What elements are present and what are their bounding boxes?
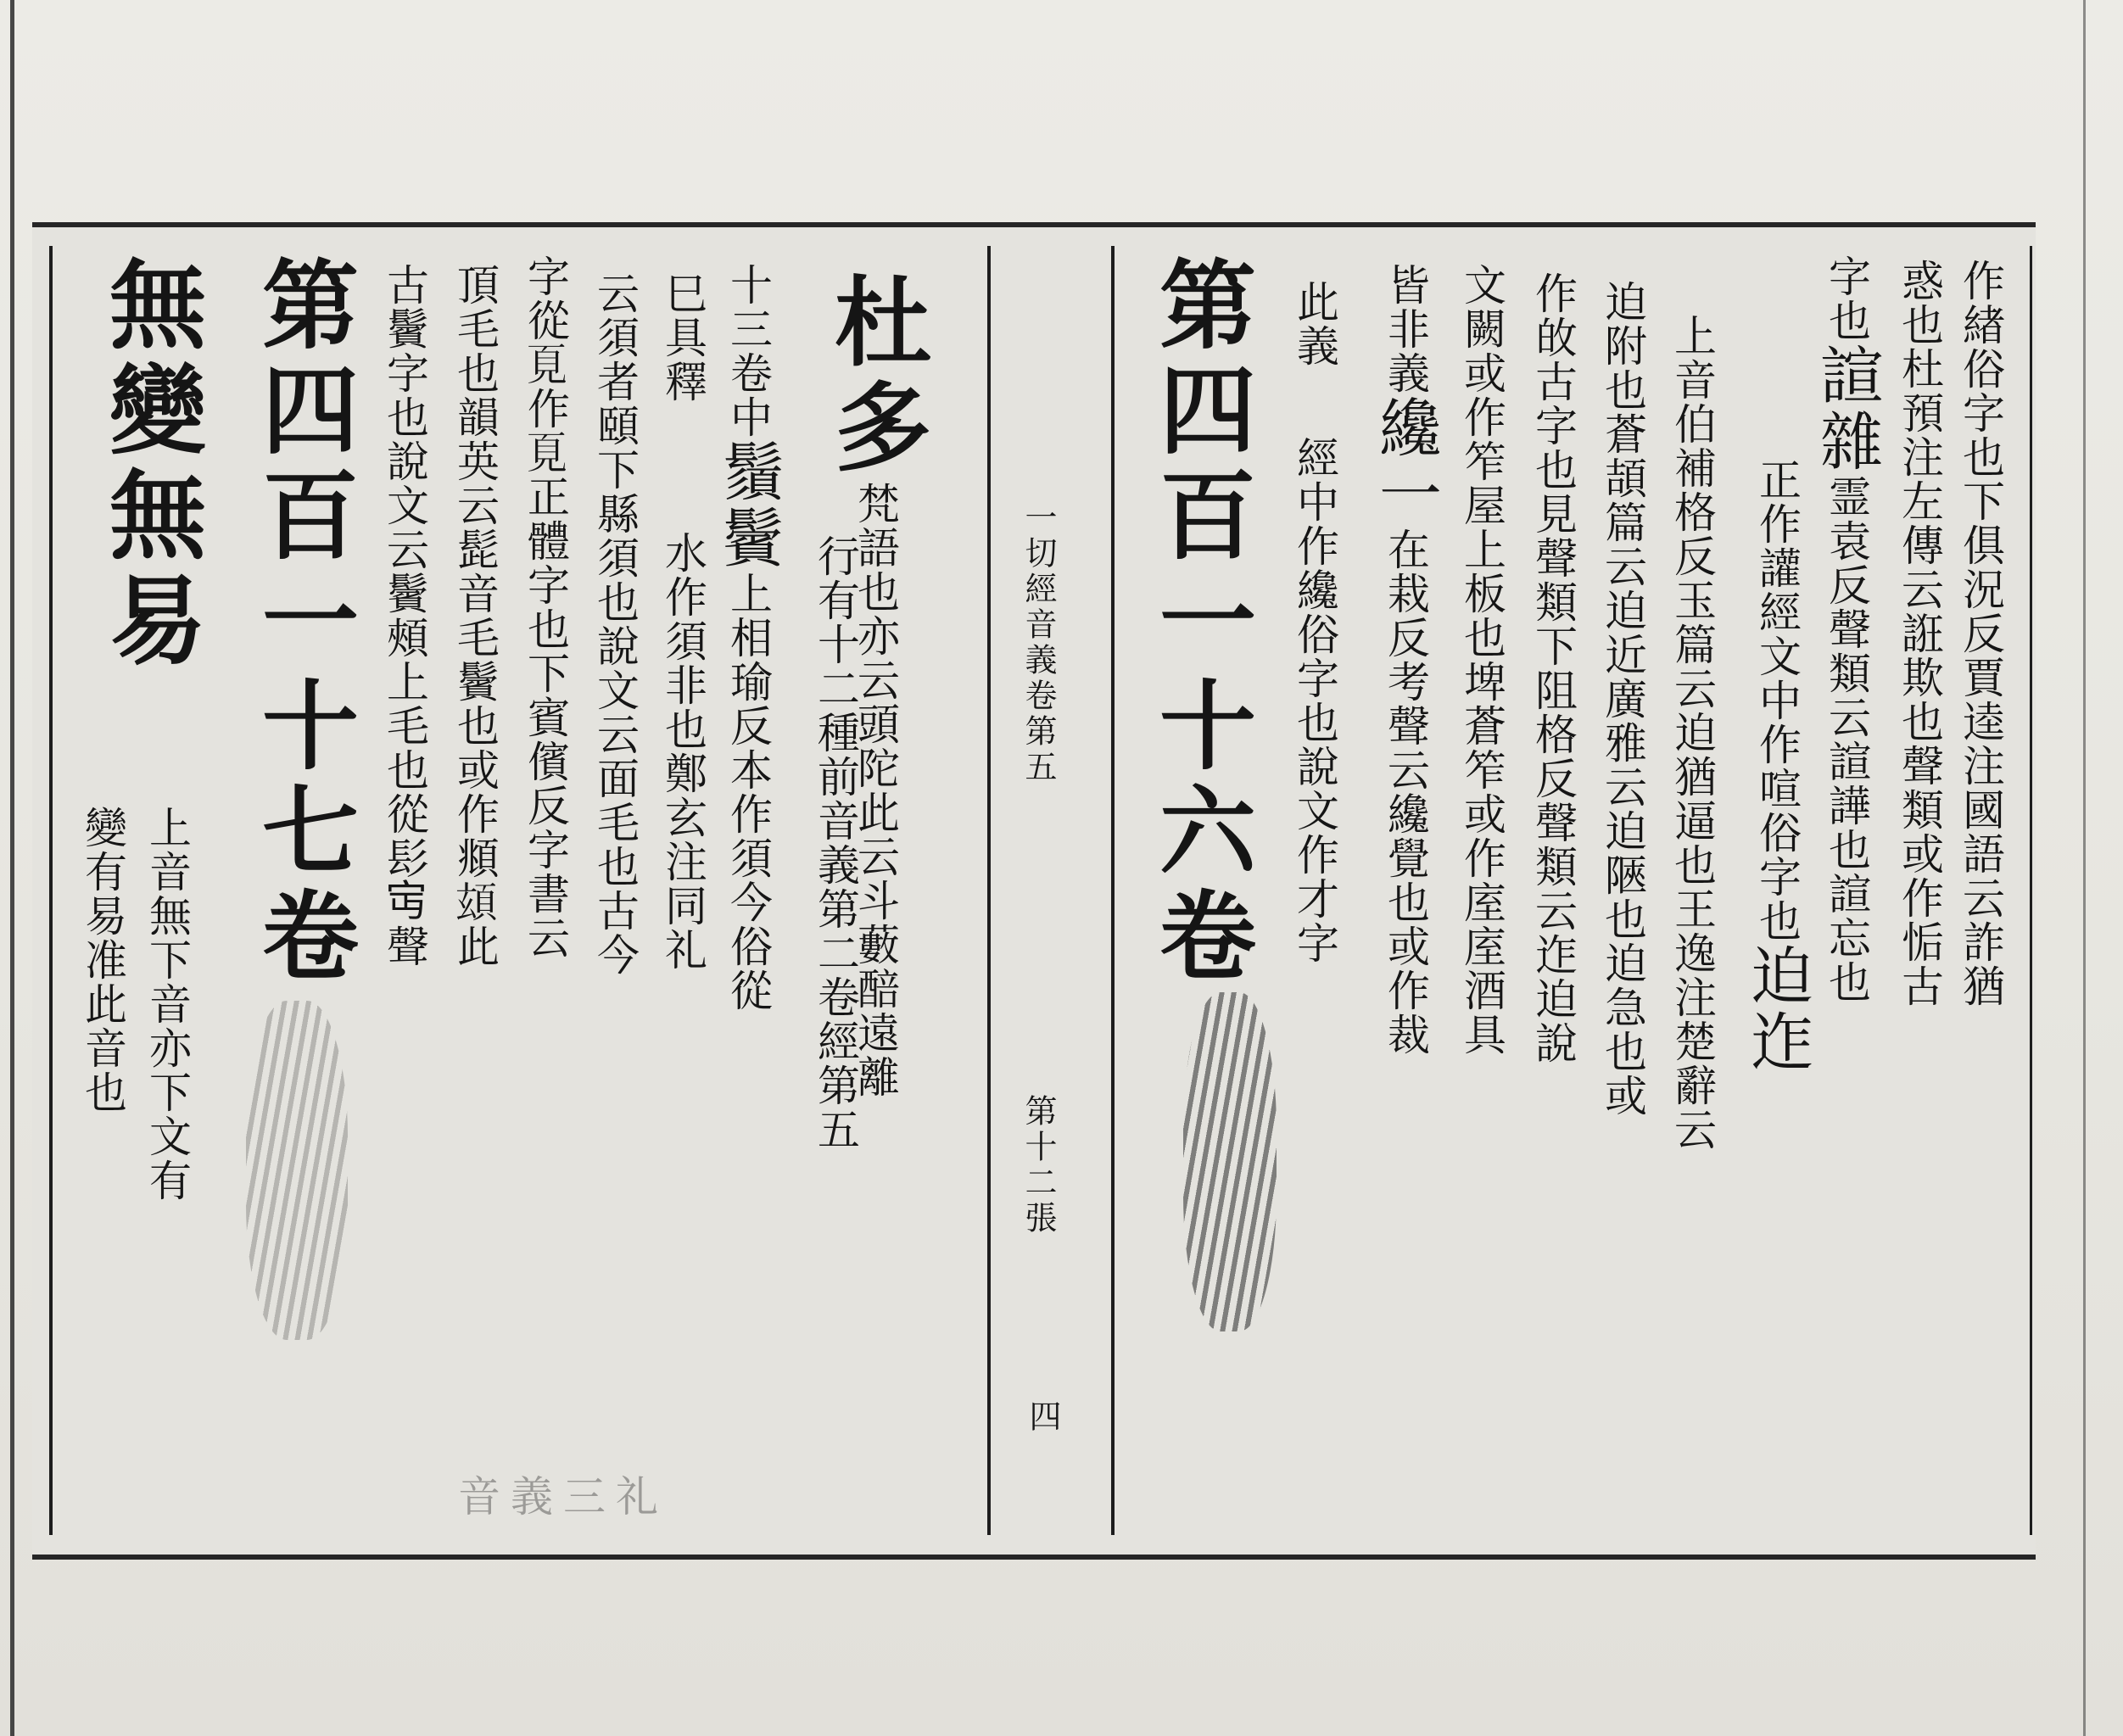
left-col4-a: 巳具釋 [658,271,707,404]
entry-headword-caiyi: 纔一 [1369,395,1442,527]
right-text-col-3 [1810,254,1883,1004]
right-text-col-1: 作緖俗字也下俱況反賈逵注國語云詐猶 [1956,259,2005,1008]
bottom-faint-text: 音義三礼 [458,1472,668,1521]
page-fold-edge-right [2083,0,2086,1736]
right-col10-a: 此義 [1290,280,1339,368]
right-col3-a: 字也 [1822,254,1871,343]
left-col3-c: 上相瑜反本作須今俗從 [723,572,773,1013]
center-fold-line-right [1111,246,1115,1535]
left-text-col-11: 上音無下音亦下文有 [142,806,192,1203]
right-text-col-2: 惑也杜預注左傳云誑欺也聲類或作㤧古 [1895,259,1944,1008]
right-col10-b: 經中作纔俗字也說文作才字 [1290,436,1339,965]
entry-headword-xuanza: 諠雜 [1810,343,1883,475]
entry-headword-poze: 迫迮 [1740,943,1813,1075]
left-text-col-8: 古鬢字也說文云鬢頰上毛也從髟𡧍聲 [380,263,429,968]
right-text-col-8: 文闕或作笮屋上板也埤蒼笮或作庢庢酒具 [1457,263,1506,1057]
center-title: 一切經音義卷第五 [1020,500,1057,785]
ink-smudge-left [246,1001,348,1340]
right-col3-c: 霊袁反聲類云諠譁也諠忘也 [1822,475,1871,1004]
left-text-col-6: 字從𩑋作𩑋正體字也下賓儐反字書云 [521,254,570,960]
left-text-col-12: 變有易准此音也 [78,806,127,1114]
entry-headword-wubian: 無變無易 [93,254,207,675]
left-text-col-3 [712,263,785,1013]
frame-left-border [49,246,53,1535]
left-col4-b: 水作須非也鄭玄注同礼 [658,531,707,972]
right-col9-c: 在栽反考聲云纔覺也或作裁 [1381,527,1430,1057]
right-text-col-4 [1740,458,1813,1075]
entry-headword-xubin: 鬚鬢 [712,439,785,572]
ink-smudge [1183,992,1277,1331]
right-text-col-6: 迫附也蒼頡篇云迫近廣雅云迫陿也迫急也或 [1598,280,1647,1118]
page-fold-edge [10,0,14,1736]
right-col9-a: 皆非義 [1381,263,1430,395]
right-volume-heading: 第四百一十六卷 [1143,254,1257,991]
right-text-col-5: 上音伯補格反玉篇云迫猶逼也王逸注楚辭云 [1668,314,1717,1152]
center-mark: 四 [1024,1399,1061,1435]
right-col4-a: 正作讙經文中作喧俗字也 [1752,458,1802,943]
frame-right-border [2030,246,2032,1535]
right-text-col-10 [1290,280,1339,965]
left-text-col-7: 頂毛也韻英云髭音毛鬢也或作頫𩑹此 [450,263,500,968]
left-text-col-5: 云須者頤下縣須也說文云面毛也古今 [590,271,640,977]
left-text-col-2: 行有十二種前音義第二卷經第五 [811,534,860,1152]
center-leaf-number: 第十二張 [1020,1094,1057,1236]
left-text-col-4 [658,271,707,972]
left-volume-heading: 第四百一十七卷 [246,254,360,991]
right-text-col-9 [1369,263,1442,1057]
left-col1-b: 梵語也亦云頭陀此云斗藪醅遠離 [851,482,900,1099]
left-col3-a: 十三卷中 [723,263,773,439]
right-text-col-7: 作敀古字也見聲類下阻格反聲類云迮迫說 [1528,271,1578,1065]
center-fold-line-left [987,246,991,1535]
entry-headword-duduo: 杜多 [818,271,932,482]
